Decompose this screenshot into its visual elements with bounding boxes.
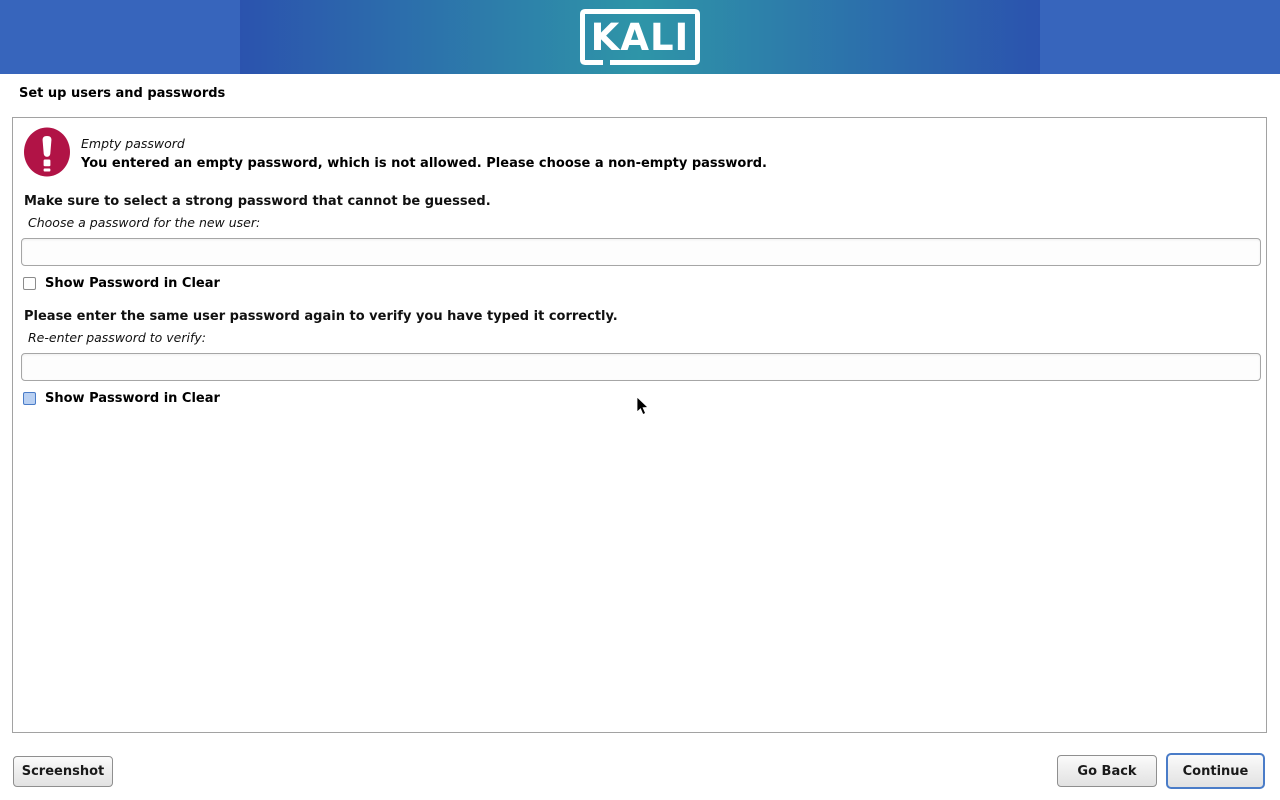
banner-left-panel bbox=[0, 0, 240, 74]
kali-logo-icon bbox=[580, 7, 700, 67]
password-input[interactable] bbox=[21, 238, 1261, 266]
strong-password-note: Make sure to select a strong password that cannot be guessed. bbox=[24, 194, 491, 209]
show-password-checkbox[interactable] bbox=[23, 277, 36, 290]
page-title: Set up users and passwords bbox=[19, 86, 226, 101]
go-back-button[interactable]: Go Back bbox=[1057, 755, 1157, 787]
error-texts bbox=[81, 127, 767, 177]
kali-logo-text: KALI bbox=[590, 16, 690, 59]
error-message: You entered an empty password, which is not allowed. Please choose a non-empty password. bbox=[81, 156, 767, 171]
screenshot-button[interactable]: Screenshot bbox=[13, 756, 113, 787]
banner-right-panel bbox=[1040, 0, 1280, 74]
continue-button[interactable]: Continue bbox=[1166, 753, 1265, 789]
main-panel bbox=[12, 117, 1267, 733]
show-password-checkbox-row[interactable] bbox=[23, 276, 220, 291]
error-icon bbox=[24, 127, 70, 177]
password-field-label: Choose a password for the new user: bbox=[28, 215, 261, 230]
show-password-verify-checkbox-row[interactable] bbox=[23, 391, 220, 406]
show-password-verify-checkbox[interactable] bbox=[23, 392, 36, 405]
banner bbox=[0, 0, 1280, 74]
error-block bbox=[24, 127, 767, 177]
error-title: Empty password bbox=[81, 136, 185, 151]
show-password-label: Show Password in Clear bbox=[45, 276, 220, 291]
verify-password-input[interactable] bbox=[21, 353, 1261, 381]
banner-center-panel bbox=[240, 0, 1040, 74]
show-password-verify-label: Show Password in Clear bbox=[45, 391, 220, 406]
verify-field-label: Re-enter password to verify: bbox=[28, 330, 206, 345]
verify-password-note: Please enter the same user password again to verify you have typed it correctly. bbox=[24, 309, 618, 324]
